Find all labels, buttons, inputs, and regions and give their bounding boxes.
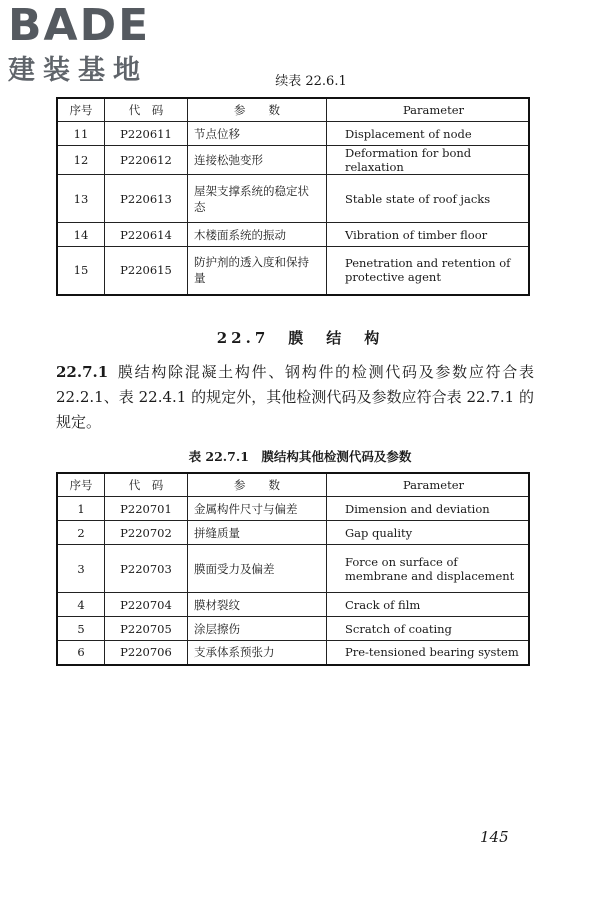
header-parameter: Parameter	[327, 473, 530, 497]
row-code: P220613	[105, 175, 188, 223]
header-param: 参 数	[188, 98, 327, 122]
table-row	[57, 545, 529, 593]
clause-number: 22.7.1	[56, 363, 109, 381]
table-row	[57, 146, 529, 175]
header-no: 序号	[57, 473, 105, 497]
row-no: 15	[57, 247, 105, 295]
row-parameter: Gap quality	[327, 521, 530, 545]
table-row	[57, 223, 529, 247]
row-no: 12	[57, 146, 105, 175]
table-row	[57, 521, 529, 545]
row-param: 支承体系预张力	[188, 641, 327, 665]
section-heading: 22.7 膜 结 构	[216, 329, 384, 347]
row-param: 膜材裂纹	[188, 593, 327, 617]
row-parameter: Scratch of coating	[327, 617, 530, 641]
row-no: 2	[57, 521, 105, 545]
row-code: P220615	[105, 247, 188, 295]
table-row	[57, 122, 529, 146]
table-row	[57, 497, 529, 521]
row-code: P220706	[105, 641, 188, 665]
header-code: 代 码	[105, 98, 188, 122]
table1-header-row	[57, 98, 529, 122]
row-no: 11	[57, 122, 105, 146]
row-parameter: Displacement of node	[327, 122, 530, 146]
row-no: 13	[57, 175, 105, 223]
row-param: 膜面受力及偏差	[188, 545, 327, 593]
row-param: 屋架支撑系统的稳定状态	[188, 175, 327, 223]
header-code: 代 码	[105, 473, 188, 497]
table2-caption: 表 22.7.1 膜结构其他检测代码及参数	[188, 449, 412, 464]
row-parameter: Stable state of roof jacks	[327, 175, 530, 223]
row-no: 4	[57, 593, 105, 617]
row-code: P220612	[105, 146, 188, 175]
table-row	[57, 175, 529, 223]
row-param: 拼缝质量	[188, 521, 327, 545]
row-code: P220702	[105, 521, 188, 545]
table-row	[57, 247, 529, 295]
row-code: P220705	[105, 617, 188, 641]
row-code: P220614	[105, 223, 188, 247]
row-parameter: Vibration of timber floor	[327, 223, 530, 247]
row-param: 连接松弛变形	[188, 146, 327, 175]
row-parameter: Pre-tensioned bearing system	[327, 641, 530, 665]
row-no: 1	[57, 497, 105, 521]
row-param: 防护剂的透入度和保持量	[188, 247, 327, 295]
row-code: P220703	[105, 545, 188, 593]
row-param: 节点位移	[188, 122, 327, 146]
row-code: P220701	[105, 497, 188, 521]
table-row	[57, 617, 529, 641]
header-parameter: Parameter	[327, 98, 530, 122]
row-parameter: Penetration and retention of protective agent	[327, 247, 530, 295]
row-code: P220704	[105, 593, 188, 617]
row-no: 6	[57, 641, 105, 665]
row-parameter: Deformation for bond relaxation	[327, 146, 530, 175]
row-param: 木楼面系统的振动	[188, 223, 327, 247]
table2	[56, 472, 530, 666]
logo-subtitle: 建装基地	[8, 55, 148, 86]
clause-text: 膜结构除混凝土构件、钢构件的检测代码及参数应符合表 22.2.1、表 22.4.1 的规定外，其他检测代码及参数应符合表 22.7.1 的规定。	[56, 363, 534, 431]
row-parameter: Dimension and deviation	[327, 497, 530, 521]
row-parameter: Force on surface of membrane and displacement	[327, 545, 530, 593]
table2-header-row	[57, 473, 529, 497]
table-row	[57, 641, 529, 665]
header-param: 参 数	[188, 473, 327, 497]
row-no: 5	[57, 617, 105, 641]
table-row	[57, 593, 529, 617]
row-param: 金属构件尺寸与偏差	[188, 497, 327, 521]
row-no: 3	[57, 545, 105, 593]
row-code: P220611	[105, 122, 188, 146]
table1	[56, 97, 530, 296]
logo-wordmark: BADE	[8, 0, 151, 51]
row-param: 涂层擦伤	[188, 617, 327, 641]
page-number: 145	[480, 828, 509, 846]
table1-caption: 续表 22.6.1	[275, 74, 347, 89]
clause-paragraph	[56, 360, 534, 435]
row-no: 14	[57, 223, 105, 247]
row-parameter: Crack of film	[327, 593, 530, 617]
header-no: 序号	[57, 98, 105, 122]
